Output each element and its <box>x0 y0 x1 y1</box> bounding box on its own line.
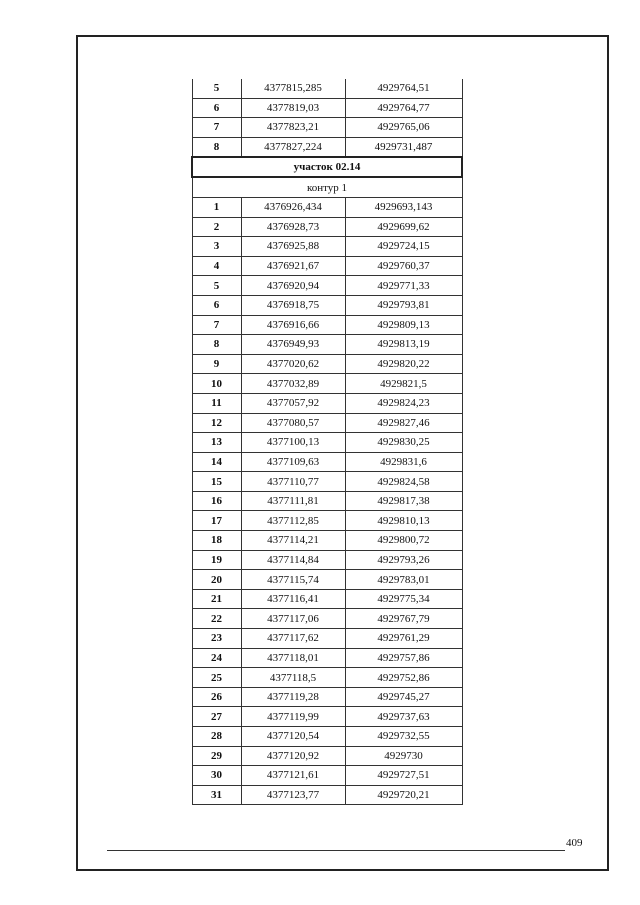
coord-x: 4377020,62 <box>241 354 345 374</box>
coord-x: 4377117,62 <box>241 629 345 649</box>
coord-y: 4929783,01 <box>345 570 462 590</box>
coord-x: 4376925,88 <box>241 237 345 257</box>
page-number: 409 <box>566 837 583 849</box>
table-row <box>192 707 462 727</box>
point-number: 5 <box>192 276 241 296</box>
coord-y: 4929765,06 <box>345 118 462 138</box>
coord-x: 4377815,285 <box>241 79 345 98</box>
coord-x: 4376916,66 <box>241 315 345 335</box>
table-row <box>192 256 462 276</box>
point-number: 30 <box>192 766 241 786</box>
table-row <box>192 570 462 590</box>
coord-x: 4377110,77 <box>241 472 345 492</box>
table-row <box>192 137 462 157</box>
coord-y: 4929820,22 <box>345 354 462 374</box>
coord-x: 4377819,03 <box>241 98 345 118</box>
point-number: 25 <box>192 668 241 688</box>
table-row <box>192 393 462 413</box>
coord-x: 4377100,13 <box>241 433 345 453</box>
point-number: 9 <box>192 354 241 374</box>
coord-x: 4377827,224 <box>241 137 345 157</box>
section-title-row <box>192 157 462 177</box>
contour-label: контур 1 <box>192 177 462 197</box>
section-title: участок 02.14 <box>192 157 462 177</box>
coord-y: 4929730 <box>345 746 462 766</box>
coord-y: 4929809,13 <box>345 315 462 335</box>
table-row <box>192 354 462 374</box>
point-number: 8 <box>192 335 241 355</box>
coord-y: 4929793,26 <box>345 550 462 570</box>
table-row <box>192 785 462 805</box>
table-row <box>192 727 462 747</box>
table-row <box>192 629 462 649</box>
coord-y: 4929831,6 <box>345 452 462 472</box>
coord-x: 4376949,93 <box>241 335 345 355</box>
point-number: 28 <box>192 727 241 747</box>
rows-body <box>192 197 462 804</box>
coord-y: 4929693,143 <box>345 197 462 217</box>
coord-x: 4377117,06 <box>241 609 345 629</box>
table-row <box>192 79 462 98</box>
point-number: 27 <box>192 707 241 727</box>
coord-x: 4377121,61 <box>241 766 345 786</box>
coord-y: 4929724,15 <box>345 237 462 257</box>
point-number: 7 <box>192 118 241 138</box>
table-row <box>192 609 462 629</box>
table-row <box>192 374 462 394</box>
point-number: 21 <box>192 589 241 609</box>
coord-y: 4929699,62 <box>345 217 462 237</box>
table-row <box>192 472 462 492</box>
coord-x: 4377119,99 <box>241 707 345 727</box>
coord-y: 4929745,27 <box>345 687 462 707</box>
coord-y: 4929720,21 <box>345 785 462 805</box>
table-row <box>192 237 462 257</box>
point-number: 22 <box>192 609 241 629</box>
table-row <box>192 335 462 355</box>
table-row <box>192 746 462 766</box>
coord-y: 4929830,25 <box>345 433 462 453</box>
point-number: 11 <box>192 393 241 413</box>
coord-x: 4376928,73 <box>241 217 345 237</box>
table-row <box>192 118 462 138</box>
rows-before-body <box>192 79 462 157</box>
table-row <box>192 413 462 433</box>
table-row <box>192 687 462 707</box>
table-row <box>192 98 462 118</box>
point-number: 7 <box>192 315 241 335</box>
coord-x: 4377123,77 <box>241 785 345 805</box>
table-row <box>192 491 462 511</box>
point-number: 6 <box>192 98 241 118</box>
coord-x: 4377118,5 <box>241 668 345 688</box>
point-number: 3 <box>192 237 241 257</box>
contour-row <box>192 177 462 197</box>
coord-y: 4929821,5 <box>345 374 462 394</box>
point-number: 13 <box>192 433 241 453</box>
coord-y: 4929775,34 <box>345 589 462 609</box>
point-number: 8 <box>192 137 241 157</box>
coord-y: 4929824,23 <box>345 393 462 413</box>
coord-x: 4376918,75 <box>241 295 345 315</box>
point-number: 31 <box>192 785 241 805</box>
coord-x: 4377111,81 <box>241 491 345 511</box>
point-number: 18 <box>192 531 241 551</box>
coord-x: 4376921,67 <box>241 256 345 276</box>
section-header-body <box>192 157 462 197</box>
coord-x: 4377823,21 <box>241 118 345 138</box>
coord-x: 4376926,434 <box>241 197 345 217</box>
coord-y: 4929760,37 <box>345 256 462 276</box>
coord-x: 4377114,84 <box>241 550 345 570</box>
coord-y: 4929827,46 <box>345 413 462 433</box>
point-number: 20 <box>192 570 241 590</box>
coord-y: 4929771,33 <box>345 276 462 296</box>
coord-x: 4377115,74 <box>241 570 345 590</box>
point-number: 14 <box>192 452 241 472</box>
point-number: 26 <box>192 687 241 707</box>
coordinates-table <box>191 79 463 805</box>
coord-x: 4376920,94 <box>241 276 345 296</box>
table-row <box>192 315 462 335</box>
point-number: 2 <box>192 217 241 237</box>
table-row <box>192 589 462 609</box>
coord-x: 4377116,41 <box>241 589 345 609</box>
coord-y: 4929761,29 <box>345 629 462 649</box>
point-number: 23 <box>192 629 241 649</box>
point-number: 1 <box>192 197 241 217</box>
coord-y: 4929727,51 <box>345 766 462 786</box>
table-row <box>192 766 462 786</box>
table-row <box>192 668 462 688</box>
coord-y: 4929824,58 <box>345 472 462 492</box>
coord-x: 4377120,54 <box>241 727 345 747</box>
coord-x: 4377119,28 <box>241 687 345 707</box>
table-row <box>192 550 462 570</box>
coord-y: 4929813,19 <box>345 335 462 355</box>
table-row <box>192 197 462 217</box>
table-row <box>192 276 462 296</box>
table-row <box>192 648 462 668</box>
point-number: 5 <box>192 79 241 98</box>
table-row <box>192 452 462 472</box>
coord-y: 4929731,487 <box>345 137 462 157</box>
point-number: 17 <box>192 511 241 531</box>
coord-y: 4929800,72 <box>345 531 462 551</box>
coord-y: 4929737,63 <box>345 707 462 727</box>
table-row <box>192 511 462 531</box>
table-row <box>192 433 462 453</box>
coord-x: 4377118,01 <box>241 648 345 668</box>
point-number: 19 <box>192 550 241 570</box>
point-number: 12 <box>192 413 241 433</box>
table-row <box>192 295 462 315</box>
coord-y: 4929767,79 <box>345 609 462 629</box>
point-number: 29 <box>192 746 241 766</box>
coord-x: 4377114,21 <box>241 531 345 551</box>
coord-y: 4929764,51 <box>345 79 462 98</box>
coord-y: 4929764,77 <box>345 98 462 118</box>
coord-x: 4377109,63 <box>241 452 345 472</box>
point-number: 24 <box>192 648 241 668</box>
coord-x: 4377080,57 <box>241 413 345 433</box>
coord-y: 4929732,55 <box>345 727 462 747</box>
table-row <box>192 531 462 551</box>
coord-y: 4929752,86 <box>345 668 462 688</box>
point-number: 10 <box>192 374 241 394</box>
coord-y: 4929817,38 <box>345 491 462 511</box>
point-number: 4 <box>192 256 241 276</box>
coord-x: 4377057,92 <box>241 393 345 413</box>
coord-y: 4929757,86 <box>345 648 462 668</box>
coord-x: 4377112,85 <box>241 511 345 531</box>
coord-y: 4929793,81 <box>345 295 462 315</box>
page-frame <box>76 35 609 871</box>
point-number: 6 <box>192 295 241 315</box>
footer-rule <box>107 850 565 851</box>
coord-x: 4377120,92 <box>241 746 345 766</box>
point-number: 15 <box>192 472 241 492</box>
coord-x: 4377032,89 <box>241 374 345 394</box>
coord-y: 4929810,13 <box>345 511 462 531</box>
point-number: 16 <box>192 491 241 511</box>
table-row <box>192 217 462 237</box>
